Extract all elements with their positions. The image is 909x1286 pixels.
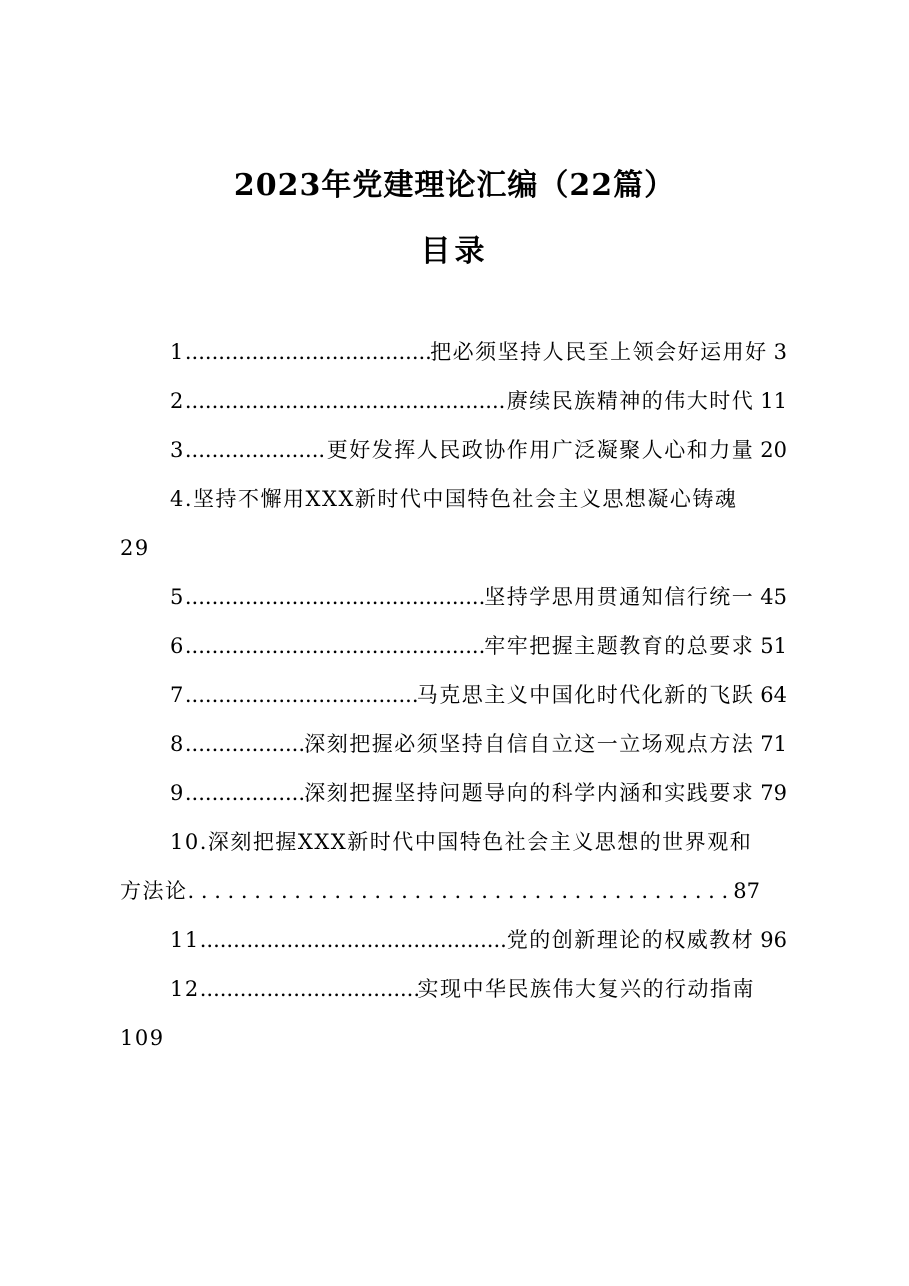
- toc-entry-1[interactable]: 1 ..... 把必须坚持人民至上领会好运用好 3: [170, 338, 787, 366]
- toc-entry-12[interactable]: 12 ..... 实现中华民族伟大复兴的行动指南: [170, 975, 755, 1003]
- toc-entry-2[interactable]: 2 ..... 赓续民族精神的伟大时代 11: [170, 387, 787, 415]
- toc-entry-3[interactable]: 3 ..... 更好发挥人民政协作用广泛凝聚人心和力量 20: [170, 436, 787, 464]
- toc-entry-6[interactable]: 6 ..... 牢牢把握主题教育的总要求 51: [170, 632, 787, 660]
- toc-heading: 目录: [420, 234, 489, 269]
- toc-entry-9[interactable]: 9 ..... 深刻把握坚持问题导向的科学内涵和实践要求 79: [170, 779, 787, 807]
- toc-entry-12-page: 109: [120, 1026, 165, 1050]
- toc-entry-10-continued[interactable]: 方法论 . . . 87: [120, 877, 760, 905]
- toc-entry-11[interactable]: 11 ..... 党的创新理论的权威教材 96: [170, 926, 787, 954]
- toc-entry-10[interactable]: 10.深刻把握XXX新时代中国特色社会主义思想的世界观和: [170, 830, 753, 854]
- toc-entry-4[interactable]: 4.坚持不懈用XXX新时代中国特色社会主义思想凝心铸魂: [170, 487, 738, 511]
- toc-entry-4-page: 29: [120, 536, 150, 560]
- toc-entry-7[interactable]: 7 ..... 马克思主义中国化时代化新的飞跃 64: [170, 681, 787, 709]
- document-title: 2023年党建理论汇编（22篇）: [233, 168, 676, 203]
- toc-entry-8[interactable]: 8 ..... 深刻把握必须坚持自信自立这一立场观点方法 71: [170, 730, 787, 758]
- toc-entry-5[interactable]: 5 ..... 坚持学思用贯通知信行统一 45: [170, 583, 787, 611]
